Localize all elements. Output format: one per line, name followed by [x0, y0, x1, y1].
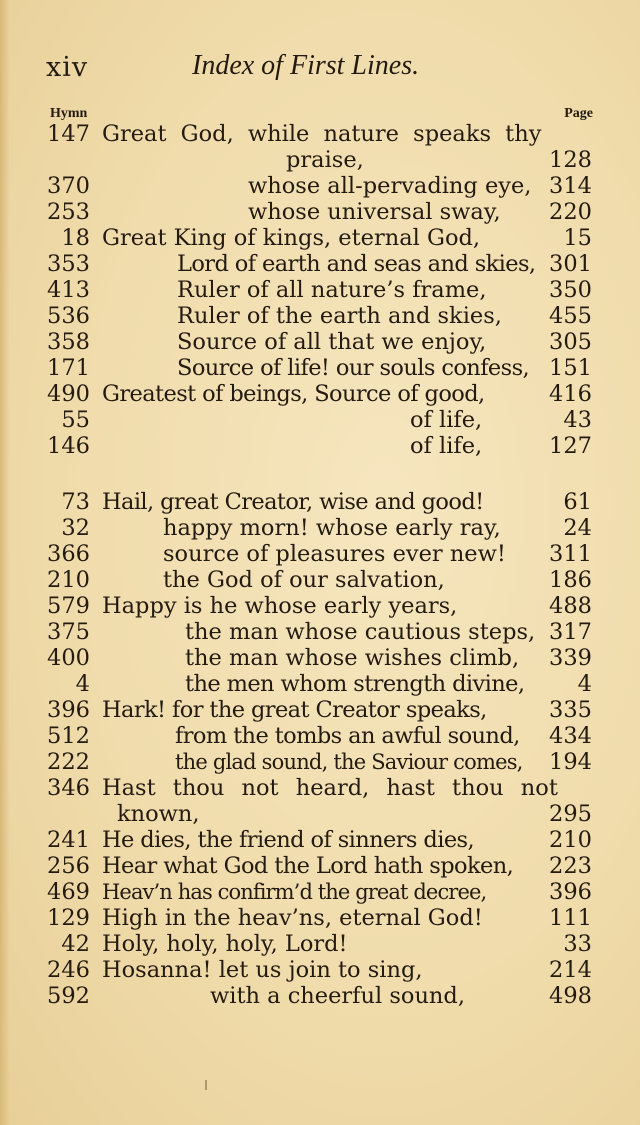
running-title: Index of First Lines.: [192, 50, 420, 81]
hymn-number: 353: [47, 251, 90, 277]
page-ref: 186: [549, 567, 592, 593]
page-ref: 311: [549, 541, 592, 567]
index-entry: [0, 407, 640, 433]
page-ref: 455: [549, 303, 592, 329]
index-entry: [0, 251, 640, 277]
index-entry: [0, 541, 640, 567]
index-entry: [0, 225, 640, 251]
hymn-number: 512: [47, 723, 90, 749]
index-entry: [0, 931, 640, 957]
page-ref: 350: [549, 277, 592, 303]
page-ref: 498: [549, 983, 592, 1009]
hymn-number: 579: [47, 593, 90, 619]
first-line: Source of life! our souls confess,: [177, 355, 530, 381]
first-line: Ruler of the earth and skies,: [177, 303, 502, 329]
first-line: Hear what God the Lord hath spoken,: [102, 853, 514, 879]
page-ref: 33: [563, 931, 592, 957]
index-entry: [0, 905, 640, 931]
column-header-hymn: Hymn: [50, 106, 88, 121]
page-ref: 128: [549, 147, 592, 173]
first-line: whose universal sway,: [248, 199, 501, 225]
hymn-number: 592: [47, 983, 90, 1009]
hymn-number: 396: [47, 697, 90, 723]
page-ref: 314: [549, 173, 592, 199]
page-ref: 396: [549, 879, 592, 905]
page-ref: 214: [549, 957, 592, 983]
hymn-number: 375: [47, 619, 90, 645]
column-header-page: Page: [564, 106, 593, 121]
hymn-number: 146: [47, 433, 90, 459]
first-line: praise,: [286, 147, 364, 173]
index-entry: [0, 983, 640, 1009]
page-ref: 210: [549, 827, 592, 853]
page-ref: 305: [549, 329, 592, 355]
index-entry: [0, 957, 640, 983]
first-line: Ruler of all nature’s frame,: [177, 277, 487, 303]
index-entry: [0, 775, 640, 801]
hymn-number: 42: [61, 931, 90, 957]
hymn-number: 400: [47, 645, 90, 671]
index-entry: [0, 827, 640, 853]
index-entry: [0, 121, 640, 147]
hymn-number: 73: [61, 489, 90, 515]
first-line: Great God, while nature speaks thy: [102, 121, 542, 147]
ink-speck: [205, 1080, 207, 1090]
first-line: whose all-pervading eye,: [248, 173, 532, 199]
page-ref: 317: [549, 619, 592, 645]
hymn-number: 253: [47, 199, 90, 225]
first-line: the man whose wishes climb,: [185, 645, 520, 671]
index-entry: [0, 147, 640, 173]
first-line: of life,: [410, 433, 483, 459]
hymn-number: 246: [47, 957, 90, 983]
page-ref: 339: [549, 645, 592, 671]
hymn-number: 147: [47, 121, 90, 147]
page-ref: 61: [563, 489, 592, 515]
index-entry: [0, 567, 640, 593]
hymn-number: 32: [61, 515, 90, 541]
index-entry: [0, 173, 640, 199]
first-line: Hosanna! let us join to sing,: [102, 957, 423, 983]
hymn-number: 4: [75, 671, 90, 697]
page-ref: 43: [563, 407, 592, 433]
index-entry: [0, 853, 640, 879]
first-line: known,: [117, 801, 200, 827]
page-header: [0, 50, 640, 90]
index-entry: [0, 433, 640, 459]
page-ref: 24: [563, 515, 592, 541]
index-entry: [0, 329, 640, 355]
hymn-number: 222: [47, 749, 90, 775]
first-line: Lord of earth and seas and skies,: [177, 251, 536, 277]
first-line: happy morn! whose early ray,: [163, 515, 501, 541]
first-line: He dies, the friend of sinners dies,: [102, 827, 475, 853]
first-line: Heav’n has confirm’d the great decree,: [102, 880, 487, 904]
first-line: the men whom strength divine,: [185, 671, 525, 697]
page-ref: 488: [549, 593, 592, 619]
index-entry: [0, 723, 640, 749]
index-entry: [0, 199, 640, 225]
index-entry: [0, 697, 640, 723]
first-line: Great King of kings, eternal God,: [102, 225, 481, 251]
first-line: Hast thou not heard, hast thou not: [102, 775, 558, 801]
page-ref: 434: [549, 723, 592, 749]
hymn-number: 370: [47, 173, 90, 199]
hymn-number: 490: [47, 381, 90, 407]
first-line: Source of all that we enjoy,: [177, 329, 487, 355]
index-entry: [0, 593, 640, 619]
page-ref: 151: [549, 355, 592, 381]
page-ref: 15: [563, 225, 592, 251]
hymn-number: 346: [47, 775, 90, 801]
hymn-number: 256: [47, 853, 90, 879]
index-entry: [0, 355, 640, 381]
hymn-number: 210: [47, 567, 90, 593]
hymn-number: 366: [47, 541, 90, 567]
index-entry: [0, 381, 640, 407]
page-ref: 416: [549, 381, 592, 407]
first-line: the God of our salvation,: [163, 567, 445, 593]
index-entry: [0, 277, 640, 303]
hymn-number: 241: [47, 827, 90, 853]
first-line: source of pleasures ever new!: [163, 541, 506, 567]
hymn-number: 469: [47, 879, 90, 905]
hymn-number: 18: [61, 225, 90, 251]
page-ref: 335: [549, 697, 592, 723]
page-ref: 127: [549, 433, 592, 459]
hymn-number: 358: [47, 329, 90, 355]
first-line: Hark! for the great Creator speaks,: [102, 697, 487, 723]
first-line: Holy, holy, holy, Lord!: [102, 931, 348, 957]
index-entry: [0, 303, 640, 329]
hymn-number: 129: [47, 905, 90, 931]
first-line: with a cheerful sound,: [210, 983, 465, 1009]
index-entry: [0, 801, 640, 827]
index-entry: [0, 489, 640, 515]
hymn-number: 536: [47, 303, 90, 329]
page-number: xiv: [46, 52, 89, 83]
page-ref: 301: [549, 251, 592, 277]
first-line: High in the heav’ns, eternal God!: [102, 905, 483, 931]
first-line: from the tombs an awful sound,: [175, 723, 520, 749]
index-entry: [0, 671, 640, 697]
first-line: Greatest of beings, Source of good,: [102, 381, 485, 407]
first-line: the man whose cautious steps,: [185, 619, 536, 645]
page-ref: 4: [577, 671, 592, 697]
first-line: Hail, great Creator, wise and good!: [102, 489, 484, 515]
index-entry: [0, 645, 640, 671]
hymn-number: 55: [61, 407, 90, 433]
page-ref: 223: [549, 853, 592, 879]
index-entry: [0, 619, 640, 645]
first-line: Happy is he whose early years,: [102, 593, 458, 619]
index-entry: [0, 749, 640, 775]
page-ref: 194: [549, 749, 592, 775]
index-entry: [0, 515, 640, 541]
hymn-number: 171: [47, 355, 90, 381]
page-ref: 295: [549, 801, 592, 827]
page-ref: 111: [549, 905, 592, 931]
index-entry: [0, 879, 640, 905]
first-line: of life,: [410, 407, 483, 433]
page-ref: 220: [549, 199, 592, 225]
first-line: the glad sound, the Saviour comes,: [175, 750, 523, 774]
hymn-number: 413: [47, 277, 90, 303]
